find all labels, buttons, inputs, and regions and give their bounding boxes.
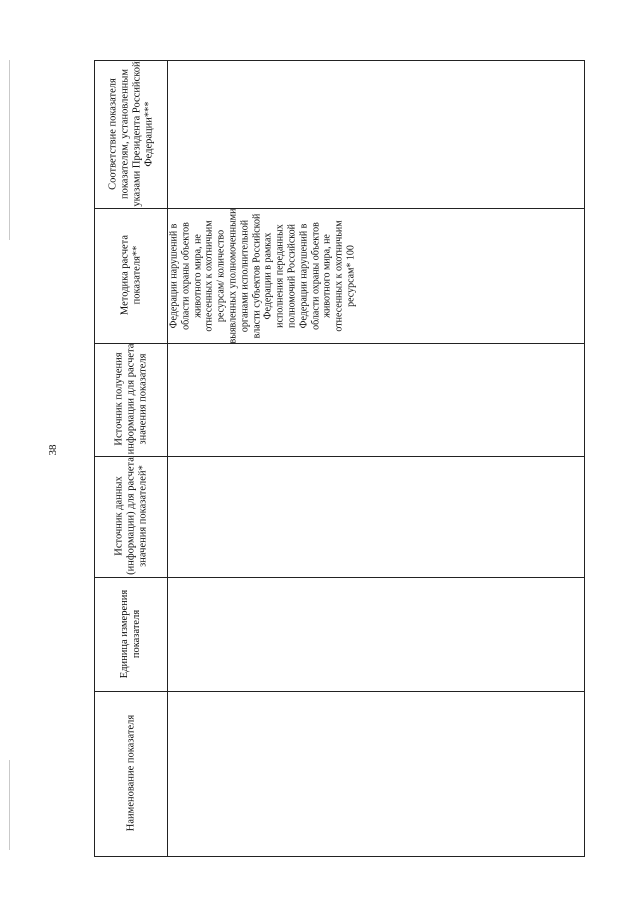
header-row-divider — [95, 691, 584, 692]
scan-artifact-line — [9, 60, 10, 240]
methodology-body-cell: Федерации нарушений в области охраны объектов животного мира, не отнесенных к охотничьим ресурсам/ количество выявленных уполномоченными органами исполнительной власти субъектов Российской Федерации в рамках исполнения переданных полномочий Российской Федерации нарушений в области охраны объектов животного мира, не отнесенных к охотничьим ресурсам* 100 — [168, 208, 357, 343]
header-cell-compliance: Соответствие показателя показателям, установленным указами Президента Российской Федерации*** — [107, 61, 155, 207]
header-cell-indicator-name: Наименование показателя — [125, 714, 137, 832]
header-row-divider — [95, 577, 584, 578]
scan-artifact-line — [9, 760, 10, 850]
header-cell-info-source: Источник получения информации для расчета значения показателя — [113, 343, 149, 455]
header-column-divider — [167, 61, 168, 856]
page-number: 38 — [47, 444, 59, 456]
header-row-divider — [95, 343, 584, 344]
header-cell-methodology: Методика расчета показателя** — [119, 234, 143, 316]
header-row-divider — [95, 456, 584, 457]
indicator-table — [94, 60, 585, 857]
header-cell-data-source: Источник данных (информации) для расчета значения показателей* — [113, 457, 149, 575]
header-cell-unit: Единица измерения показателя — [119, 589, 142, 679]
